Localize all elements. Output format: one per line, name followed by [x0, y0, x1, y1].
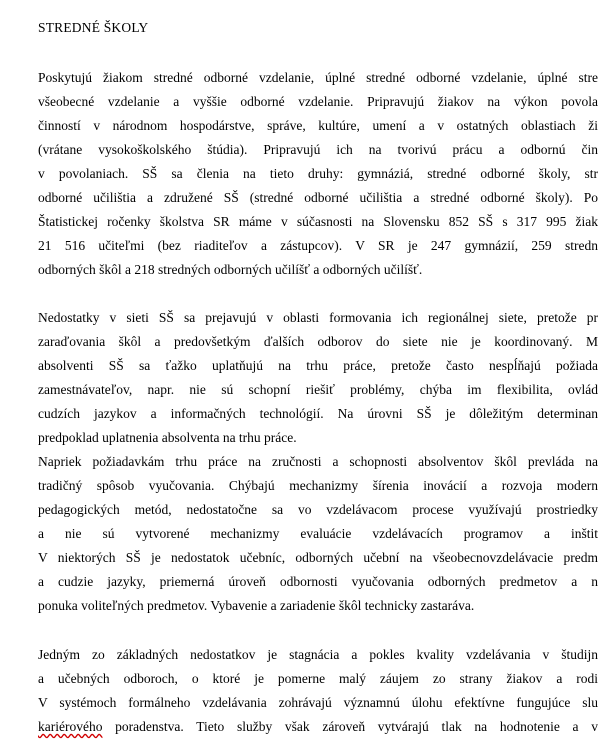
paragraph-2-line-8: tradičný spôsob vyučovania. Chýbajú mechanizmy šírenia inovácií a rozvoja modern [38, 478, 598, 493]
paragraph-1-line-7: Štatistickej ročenky školstva SR máme v súčasnosti na Slovensku 852 SŠ s 317 995 žiak [38, 214, 598, 229]
paragraph-3-line-4: kariérového poradenstva. Tieto služby však zároveň vytvárajú tlak na hodnotenie a v [38, 719, 598, 734]
paragraph-2-line-7: Napriek požiadavkám trhu práce na zručnosti a schopnosti absolventov škôl prevláda na [38, 454, 598, 469]
paragraph-1-line-9: odborných škôl a 218 stredných odborných učilíšť a odborných učilíšť. [38, 262, 423, 277]
paragraph-2-line-3: absolventi SŠ sa ťažko uplatňujú na trhu práce, pretože často nespĺňajú požiada [38, 358, 598, 373]
paragraph-2-line-11: V niektorých SŠ je nedostatok učebníc, odborných učební na všeobecnovzdelávacie predm [38, 550, 598, 565]
paragraph-3-line-1: Jedným zo základných nedostatkov je stagnácia a pokles kvality vzdelávania v študijn [38, 647, 598, 662]
paragraph-2-line-2: zaraďovania škôl a predovšetkým ďalších odborov do siete nie je koordinovaný. M [38, 334, 598, 349]
paragraph-1-line-6: odborné učilištia a združené SŠ (stredné odborné učilištia a stredné odborné školy). Po [38, 190, 598, 205]
paragraph-2-line-12: a cudzie jazyky, priemerná úroveň odbornosti vyučovania odborných predmetov a n [38, 574, 598, 589]
paragraph-3-line-2: a učebných odboroch, o ktoré je pomerne malý záujem zo strany žiakov a rodi [38, 671, 598, 686]
spellcheck-flagged-word[interactable]: kariérového [38, 719, 103, 734]
paragraph-1-line-8: 21 516 učiteľmi (bez riaditeľov a zástupcov). V SR je 247 gymnázií, 259 stredn [38, 238, 598, 253]
paragraph-2-line-10: a nie sú vytvorené mechanizmy evaluácie vzdelávacích programov a inštit [38, 526, 598, 541]
paragraph-3-line-3: V systémoch formálneho vzdelávania zohrávajú významnú úlohu efektívne fungujúce slu [38, 695, 598, 710]
page-title: STREDNÉ ŠKOLY [38, 20, 149, 35]
paragraph-2-line-4: zamestnávateľov, napr. nie sú schopní riešiť problémy, chýba im flexibilita, ovlád [38, 382, 598, 397]
paragraph-2-line-13: ponuka voliteľných predmetov. Vybavenie a zariadenie škôl technicky zastaráva. [38, 598, 475, 613]
paragraph-2-line-1: Nedostatky v sieti SŠ sa prejavujú v oblasti formovania ich regionálnej siete, pretože pr [38, 310, 598, 325]
paragraph-1-line-5: v povolaniach. SŠ sa členia na tieto druhy: gymnáziá, stredné odborné školy, str [38, 166, 598, 181]
paragraph-1-line-4: (vrátane vysokoškolského štúdia). Pripravujú ich na tvorivú prácu a odbornú čin [38, 142, 598, 157]
paragraph-2-line-5: cudzích jazykov a informačných technológií. Na úrovni SŠ je dôležitým determinan [38, 406, 598, 421]
paragraph-2-line-9: pedagogických metód, nedostatočne sa vo vzdelávacom procese využívajú prostriedky [38, 502, 598, 517]
paragraph-1-line-1: Poskytujú žiakom stredné odborné vzdelanie, úplné stredné odborné vzdelanie, úplné stre [38, 70, 598, 85]
paragraph-2-line-6: predpoklad uplatnenia absolventa na trhu práce. [38, 430, 297, 445]
paragraph-1-line-3: činností v národnom hospodárstve, správe, kultúre, umení a v ostatných oblastiach ži [38, 118, 598, 133]
paragraph-1-line-2: všeobecné vzdelanie a vyššie odborné vzdelanie. Pripravujú žiakov na výkon povola [38, 94, 598, 109]
